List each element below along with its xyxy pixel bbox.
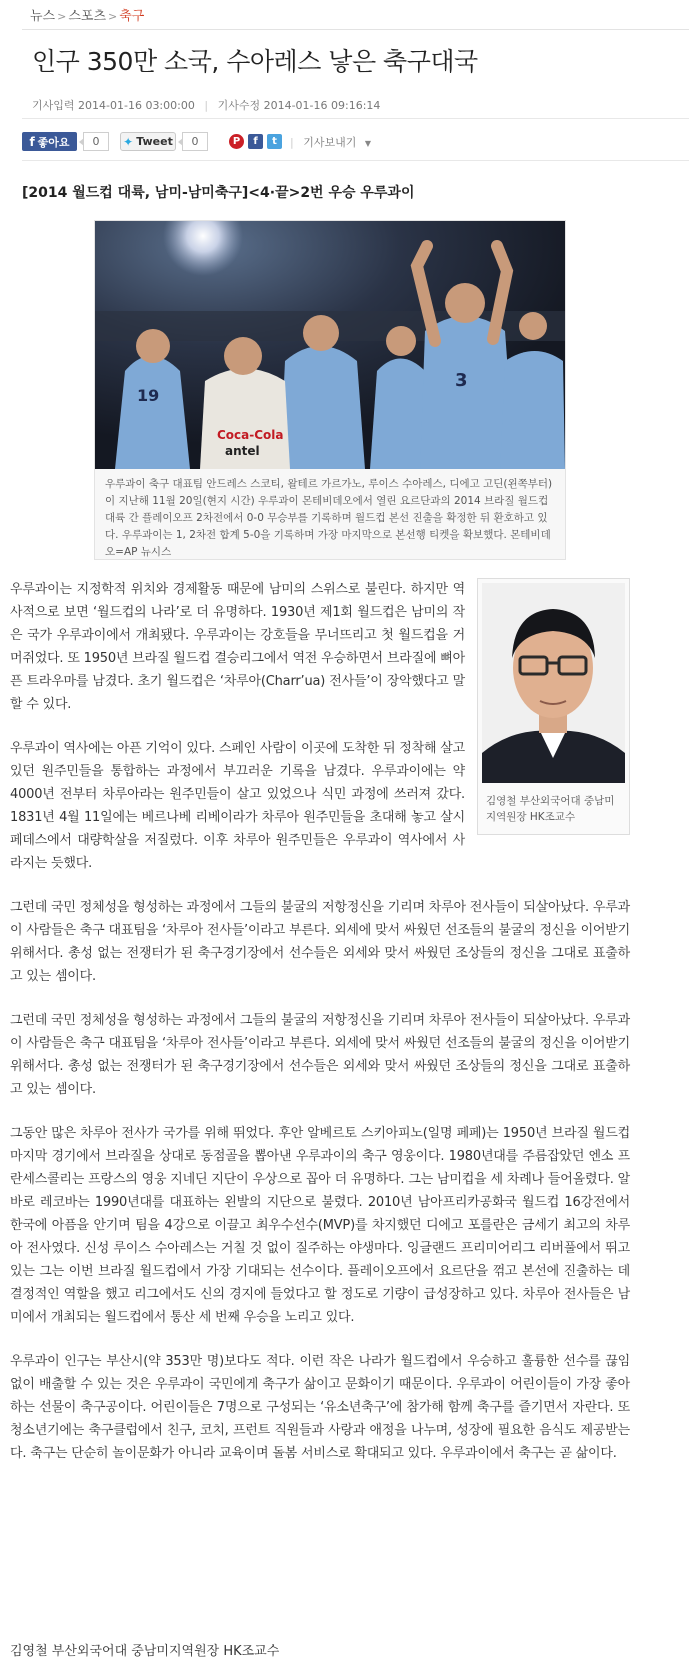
article-photo[interactable] [95, 221, 565, 469]
send-article-toggle[interactable] [290, 134, 371, 150]
chevron-down-icon: ▼ [364, 139, 372, 148]
article-body [10, 578, 630, 1486]
paragraph: 우루과이 역사에는 아픈 기억이 있다. 스페인 사람이 이곳에 도착한 뒤 정착해 살고 있던 원주민들을 통합하는 과정에서 부끄러운 기록을 남겼다. 우루과이에는 약 4000년 전부터 차루아라는 원주민들이 살고 있었으나 식민 과정에 쓰러져 갔다. 1831년 4월 11일에는 베르나베 리베이라가 차루아 원주민들을 초대해 놓고 살시페데스에서 대량학살을 저질렀다. 이후 차루아 원주민들은 우루과이 역사에서 사라지는 듯했다. [10, 741, 466, 871]
pinterest-icon[interactable]: P [229, 134, 244, 149]
paragraph: 그런데 국민 정체성을 형성하는 과정에서 그들의 불굴의 저항정신을 기리며 차루아 전사들이 되살아났다. 우루과이 사람들은 축구 대표팀을 ‘차루아 전사들’이라고 부른다. 외세에 맞서 싸웠던 선조들의 불굴의 정신을 이어받기 위해서다. 총성 없는 전쟁터가 된 축구경기장에서 선수들은 외세와 맞서 싸웠던 조상들의 정신을 그대로 표출하고 있는 셈이다. [10, 1013, 630, 1097]
paragraph: 그런데 국민 정체성을 형성하는 과정에서 그들의 불굴의 저항정신을 기리며 차루아 전사들이 되살아났다. 우루과이 사람들은 축구 대표팀을 ‘차루아 전사들’이라고 부른다. 외세에 맞서 싸웠던 선조들의 불굴의 정신을 이어받기 위해서다. 총성 없는 전쟁터가 된 축구경기장에서 선수들은 외세와 맞서 싸웠던 조상들의 정신을 그대로 표출하고 있는 셈이다. [10, 900, 630, 984]
breadcrumb-separator: > [108, 10, 118, 23]
twitter-share-icon[interactable]: t [267, 134, 282, 149]
svg-text:19: 19 [137, 386, 160, 405]
published-time: 2014-01-16 03:00:00 [78, 99, 195, 112]
modified-time: 2014-01-16 09:16:14 [263, 99, 381, 112]
author-caption: 김영철 부산외국어대 중남미지역원장 HK조교수 [486, 795, 615, 823]
svg-text:Coca-Cola: Coca-Cola [217, 428, 284, 442]
divider [22, 160, 689, 161]
paragraph: 그동안 많은 차루아 전사가 국가를 위해 뛰었다. 후안 알베르토 스키아피노(일명 페페)는 1950년 브라질 월드컵 마지막 경기에서 브라질을 상대로 동점골을 뽑아낸 우루과이의 축구 영웅이다. 1980년대를 주름잡았던 엔소 프란세스콜리는 프랑스의 영웅 지네딘 지단이 우상으로 꼽아 더 유명하다. 그는 남미컵을 세 차례나 들어올렸다. 알바로 레코바는 1990년대를 대표하는 왼발의 지단으로 불렸다. 2010년 남아프리카공화국 월드컵 16강전에서 한국에 아픔을 안기며 팀을 4강으로 이끌고 최우수선수(MVP)를 차지했던 디에고 포를란은 금세기 최고의 차루아 전사였다. 신성 루이스 수아레스는 거칠 것 없이 질주하는 야생마다. 잉글랜드 프리미어리그 리버풀에서 뛰고 있는 그는 이번 브라질 월드컵에서 가장 기대되는 선수이다. 플레이오프에서 요르단을 꺾고 본선에 진출하는 데 결정적인 역할을 했고 리그에서도 신의 경지에 들었다고 할 정도로 기량이 급성장하고 있다. 차루아 전사들은 남미에서 개최되는 월드컵에서 통산 세 번째 우승을 노리고 있다. [10, 1126, 630, 1325]
send-article-label: 기사보내기 [303, 136, 357, 149]
facebook-share-icon[interactable]: f [248, 134, 263, 149]
share-bar [22, 130, 682, 154]
tweet-button[interactable] [120, 132, 176, 151]
svg-text:antel: antel [225, 444, 260, 458]
tweet-count: 0 [182, 132, 208, 151]
photo-caption: 우루과이 축구 대표팀 안드레스 스코티, 왈테르 가르가노, 루이스 수아레스, 디에고 고딘(왼쪽부터)이 지난해 11월 20일(현지 시간) 우루과이 몬테비데오에서 열린 요르단과의 2014 브라질 월드컵 대륙 간 플레이오프 2차전에서 0-0 무승부를 기록하며 월드컵 본선 진출을 확정한 뒤 환호하고 있다. 우루과이는 1, 2차전 합계 5-0을 기록하며 가장 마지막으로 본선행 티켓을 확보했다. 몬테비데오=AP 뉴시스 [105, 478, 553, 558]
facebook-like-button[interactable] [22, 132, 77, 151]
breadcrumb [30, 5, 144, 24]
facebook-icon: f [29, 134, 35, 149]
like-label: 좋아요 [37, 135, 70, 149]
tweet-label: Tweet [136, 135, 173, 148]
divider [22, 118, 689, 119]
twitter-bird-icon: ✦ [123, 134, 134, 149]
divider [22, 29, 689, 30]
published-label: 기사입력 [32, 99, 75, 112]
like-count: 0 [83, 132, 109, 151]
svg-text:3: 3 [455, 370, 468, 391]
article-meta [32, 97, 380, 113]
breadcrumb-separator: > [57, 10, 67, 23]
meta-divider: | [204, 99, 209, 112]
photo-figure [94, 220, 566, 560]
article-subtitle: [2014 월드컵 대륙, 남미-남미축구]<4·끝>2번 우승 우루과이 [22, 185, 415, 201]
article-title: 인구 350만 소국, 수아레스 낳은 축구대국 [32, 47, 478, 76]
breadcrumb-current[interactable]: 축구 [119, 9, 145, 24]
byline: 김영철 부산외국어대 중남미지역원장 HK조교수 [10, 1644, 280, 1659]
modified-label: 기사수정 [217, 99, 261, 112]
breadcrumb-sports[interactable]: 스포츠 [68, 9, 107, 24]
paragraph: 우루과이는 지정학적 위치와 경제활동 때문에 남미의 스위스로 불린다. 하지만 역사적으로 보면 ‘월드컵의 나라’로 더 유명하다. 1930년 제1회 월드컵은 남미의 작은 국가 우루과이에서 개최됐다. 우루과이는 강호들을 무너뜨리고 첫 월드컵을 거머쥐었다. 또 1950년 브라질 월드컵 결승리그에서 역전 우승하면서 브라질에 뼈아픈 트라우마를 남겼다. 초기 월드컵은 ‘차루아(Charr’ua) 전사들’이 장악했다고 말할 수 있다. [10, 582, 465, 712]
paragraph: 우루과이 인구는 부산시(약 353만 명)보다도 적다. 이런 작은 나라가 월드컵에서 우승하고 훌륭한 선수를 끊임없이 배출할 수 있는 것은 우루과이 국민에게 축구가 삶이고 문화이기 때문이다. 우루과이 어린이들이 가장 좋아하는 선물이 축구공이다. 어린이들은 7명으로 구성되는 ‘유소년축구’에 참가해 함께 축구를 즐기면서 자란다. 또 청소년기에는 축구클럽에서 친구, 코치, 프런트 직원들과 사랑과 애정을 나누며, 성장에 필요한 음식도 제공받는다. 축구는 단순히 놀이문화가 아니라 교육이며 돌봄 서비스로 확대되고 있다. 우루과이에서 축구는 곧 삶이다. [10, 1354, 630, 1461]
breadcrumb-news[interactable]: 뉴스 [30, 9, 56, 24]
share-divider: | [290, 136, 294, 149]
